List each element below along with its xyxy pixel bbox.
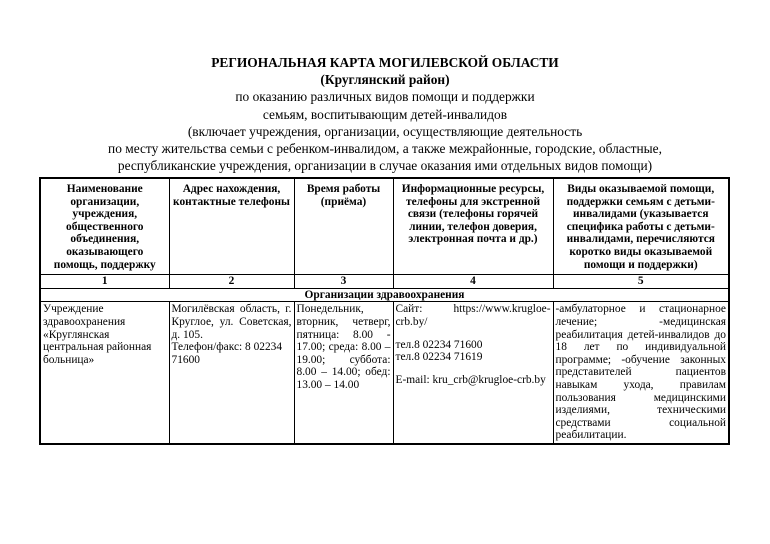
cell-organization xyxy=(40,302,169,444)
phone-text: Телефон/факс: 8 02234 71600 xyxy=(171,341,283,366)
column-number: 5 xyxy=(553,275,729,289)
column-number: 2 xyxy=(169,275,294,289)
table-header-row xyxy=(40,178,729,275)
phone-number: тел.8 02234 71619 xyxy=(395,351,483,364)
column-number: 1 xyxy=(40,275,169,289)
column-number: 4 xyxy=(393,275,553,289)
column-header-address: Адрес нахождения, контактные телефоны xyxy=(169,178,294,275)
website-link[interactable]: Сайт: https://www.krugloe-crb.by/ xyxy=(395,303,551,328)
address-text: Могилёвская область, г. Круглое, ул. Советская, д. 105. xyxy=(171,303,292,341)
cell-address xyxy=(169,302,294,444)
cell-resources xyxy=(393,302,553,444)
column-header-services: Виды оказываемой помощи, поддержки семьям с детьми-инвалидами (указывается специфика работы с детьми-инвалидами, перечисляются коротко виды оказываемой помощи и поддержки) xyxy=(553,178,729,275)
cell-hours xyxy=(294,302,393,444)
header-line: республиканские учреждения, организации в случае оказания ими отдельных видов помощи) xyxy=(117,158,653,174)
header-line: (включает учреждения, организации, осуществляющие деятельность xyxy=(187,123,583,139)
email-link[interactable]: E-mail: kru_crb@krugloe-crb.by xyxy=(395,373,546,386)
section-title: Организации здравоохранения xyxy=(40,288,729,302)
cell-services xyxy=(553,302,729,444)
header-line: семьям, воспитывающим детей-инвалидов xyxy=(262,106,508,122)
table-row xyxy=(40,302,729,444)
header-line: по оказанию различных видов помощи и поддержки xyxy=(235,89,535,105)
services-list: -амбулаторное и стационарное лечение; -медицинская реабилитация детей-инвалидов до 18 лет по индивидуальной программе; -обучение законных представителей пациентов навыкам ухода, правилам пользования медицинскими изделиями, техническими средствами социальной реабилитации. xyxy=(555,303,726,442)
district-subtitle: (Круглянский район) xyxy=(320,72,450,88)
column-header-resources: Информационные ресурсы, телефоны для экстренной связи (телефоны горячей линии, телефон доверия, электронная почта и др.) xyxy=(393,178,553,275)
phone-number: тел.8 02234 71600 xyxy=(395,338,483,351)
column-header-organization: Наименование организации, учреждения, общественного объединения, оказывающего помощь, поддержку xyxy=(40,178,169,275)
working-hours: Понедельник, вторник, четверг, пятница: 8.00 - 17.00; среда: 8.00 – 19.00; суббота: 8.00 – 14.00; обед: 13.00 – 14.00 xyxy=(296,303,391,391)
column-number-row xyxy=(40,275,729,289)
regional-map-table xyxy=(39,177,730,445)
column-number: 3 xyxy=(294,275,393,289)
document-title: РЕГИОНАЛЬНАЯ КАРТА МОГИЛЕВСКОЙ ОБЛАСТИ xyxy=(211,55,559,70)
column-header-hours: Время работы (приёма) xyxy=(294,178,393,275)
document-header xyxy=(0,54,770,174)
header-line: по месту жительства семьи с ребенком-инвалидом, а также межрайонные, городские, областные, xyxy=(108,141,662,157)
organization-name: Учреждение здравоохранения «Круглянская центральная районная больница» xyxy=(43,303,152,366)
section-row xyxy=(40,288,729,302)
